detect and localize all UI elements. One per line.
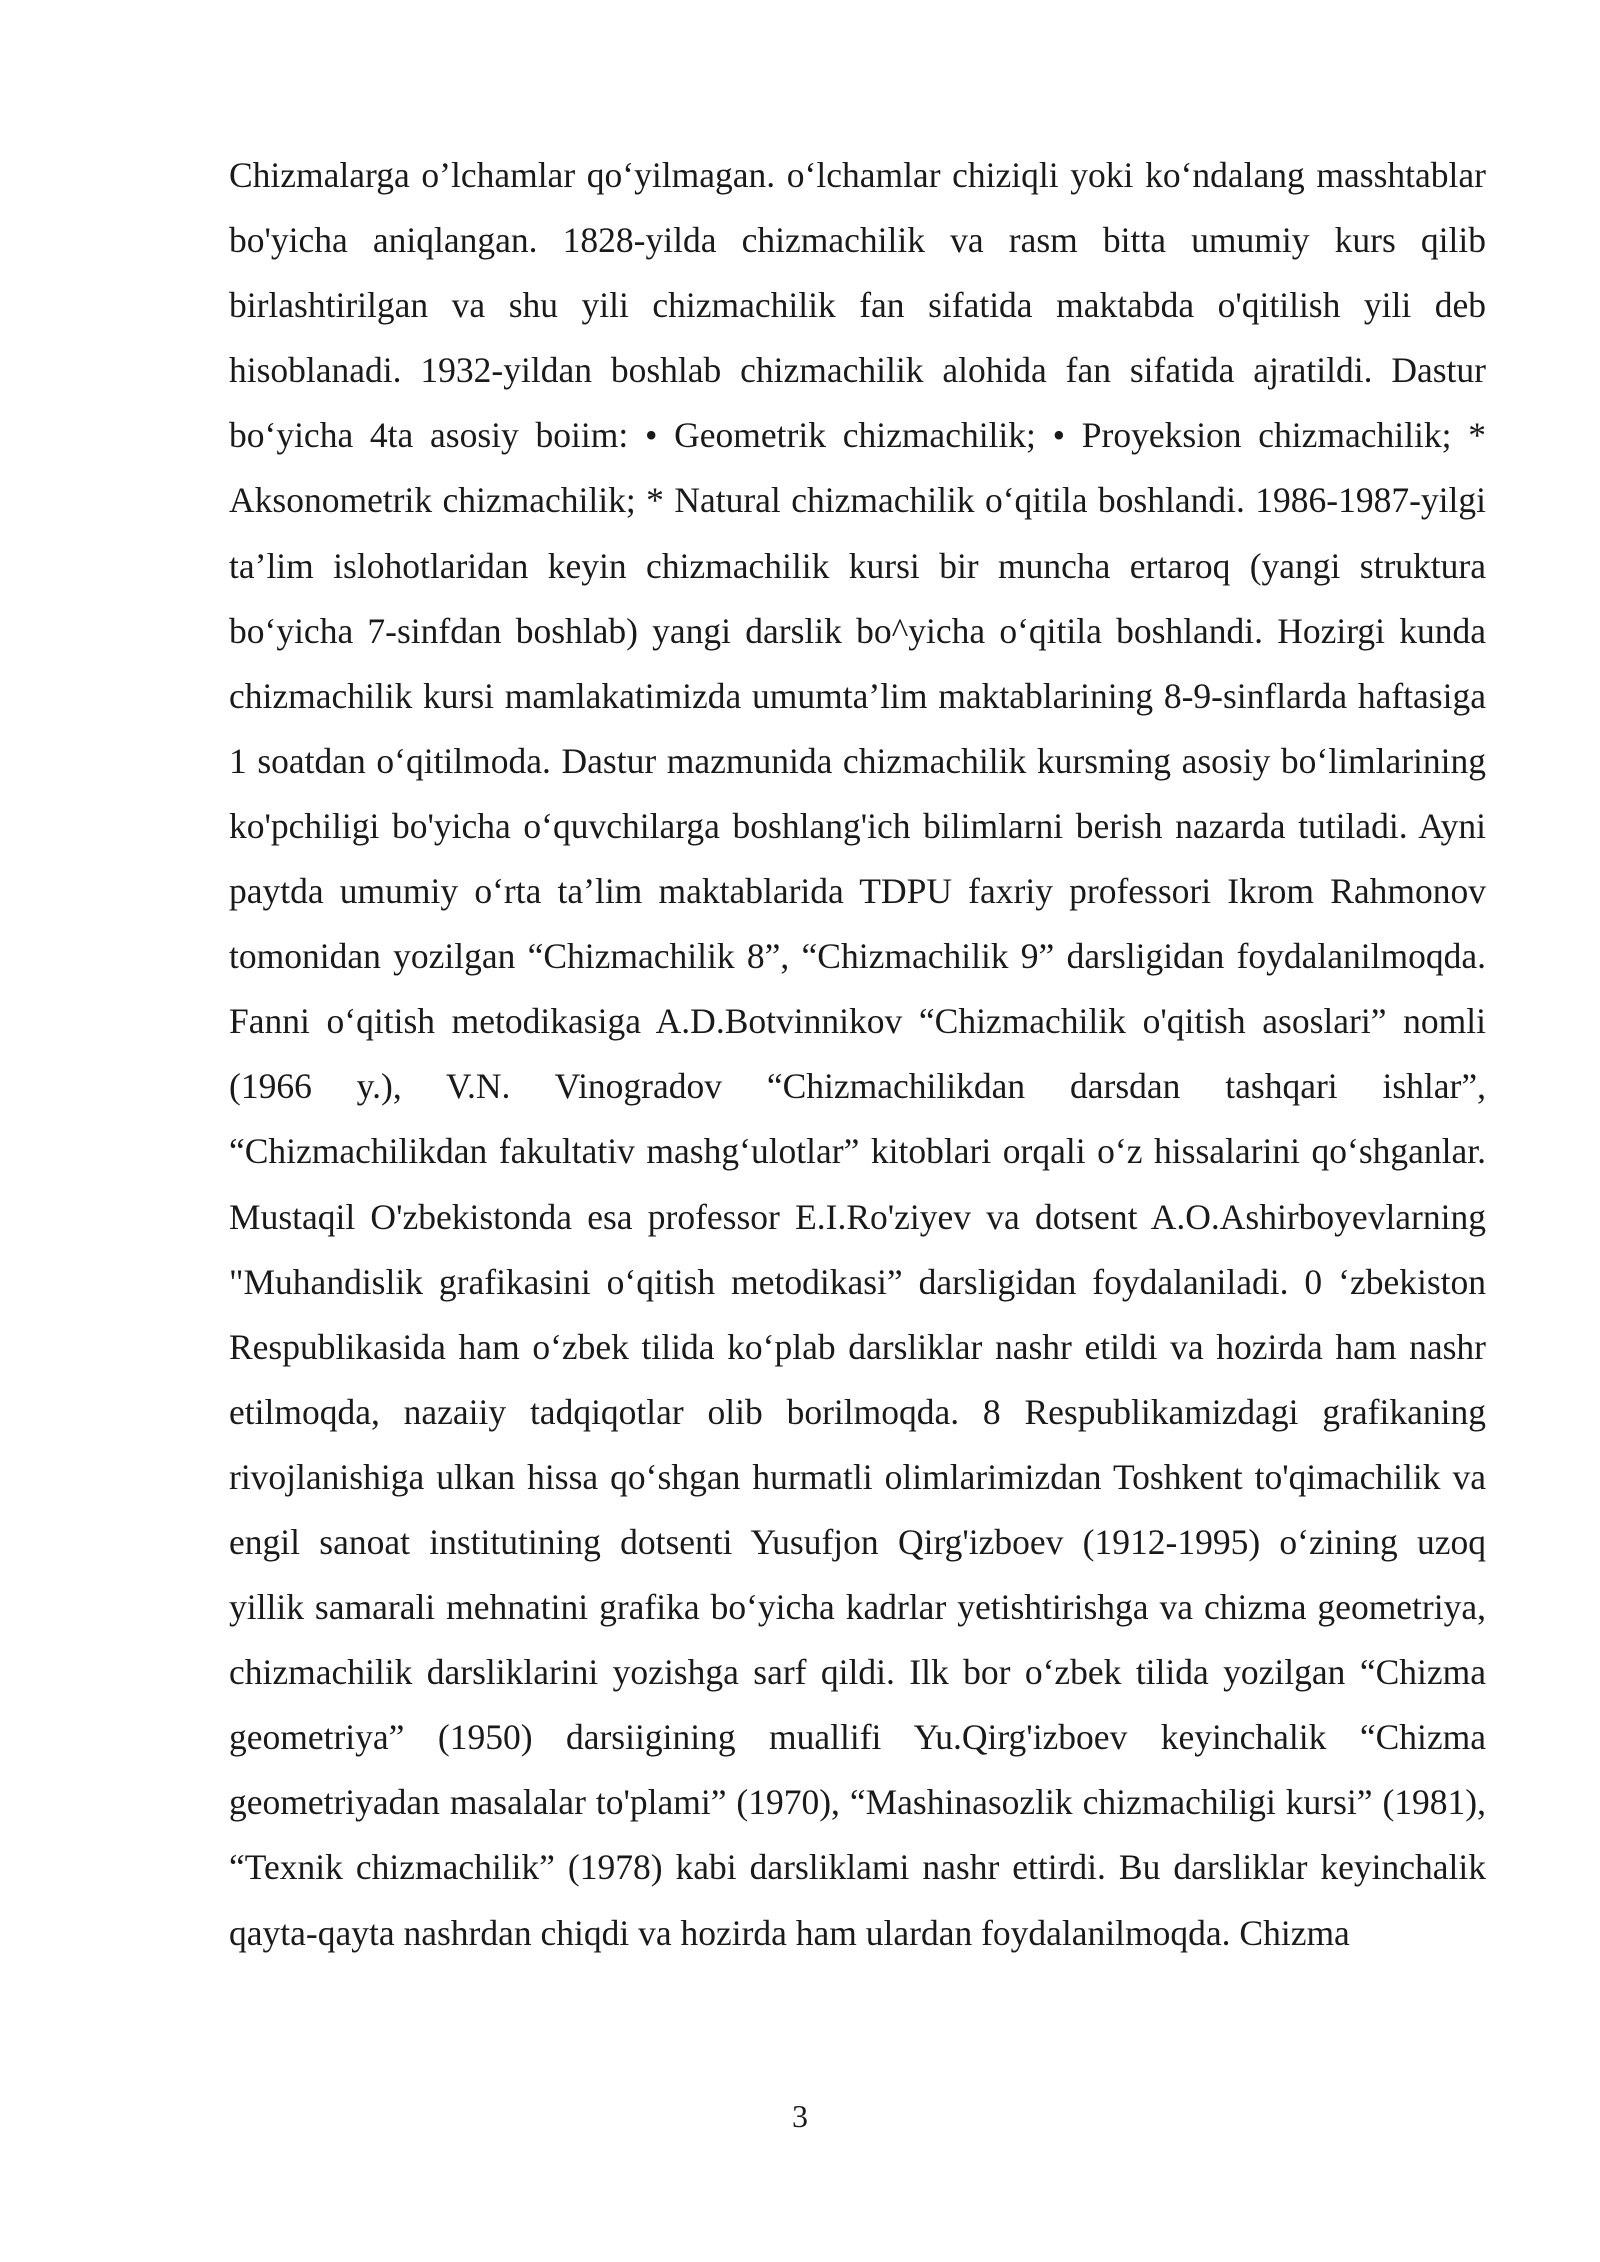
- page-number: 3: [792, 2098, 808, 2134]
- body-paragraph: Chizmalarga o’lchamlar qo‘yilmagan. o‘lchamlar chiziqli yoki ko‘ndalang masshtablar bo'yicha aniqlangan. 1828-yilda chizmachilik va rasm bitta umumiy kurs qilib birlashtirilgan va shu yili chizmachilik fan sifatida maktabda o'qitilish yili deb hisoblanadi. 1932-yildan boshlab chizmachilik alohida fan sifatida ajratildi. Dastur bo‘yicha 4ta asosiy boiim: • Geometrik chizmachilik; • Proyeksion chizmachilik; * Aksonometrik chizmachilik; * Natural chizmachilik o‘qitila boshlandi. 1986-1987-yilgi ta’lim islohotlaridan keyin chizmachilik kursi bir muncha ertaroq (yangi struktura bo‘yicha 7-sinfdan boshlab) yangi darslik bo^yicha o‘qitila boshlandi. Hozirgi kunda chizmachilik kursi mamlakatimizda umumta’lim maktablarining 8-9-sinflarda haftasiga 1 soatdan o‘qitilmoda. Dastur mazmunida chizmachilik kursming asosiy bo‘limlarining ko'pchiligi bo'yicha o‘quvchilarga boshlang'ich bilimlarni berish nazarda tutiladi. Ayni paytda umumiy o‘rta ta’lim maktablarida TDPU faxriy professori Ikrom Rahmonov tomonidan yozilgan “Chizmachilik 8”, “Chizmachilik 9” darsligidan foydalanilmoqda. Fanni o‘qitish metodikasiga A.D.Botvinnikov “Chizmachilik o'qitish asoslari” nomli (1966 y.), V.N. Vinogradov “Chizmachilikdan darsdan tashqari ishlar”, “Chizmachilikdan fakultativ mashg‘ulotlar” kitoblari orqali o‘z hissalarini qo‘shganlar. Mustaqil O'zbekistonda esa professor E.I.Ro'ziyev va dotsent A.O.Ashirboyevlarning "Muhandislik grafikasini o‘qitish metodikasi” darsligidan foydalaniladi. 0 ‘zbekiston Respublikasida ham o‘zbek tilida ko‘plab darsliklar nashr etildi va hozirda ham nashr etilmoqda, nazaiiy tadqiqotlar olib borilmoqda. 8 Respublikamizdagi grafikaning rivojlanishiga ulkan hissa qo‘shgan hurmatli olimlarimizdan Toshkent to'qimachilik va engil sanoat institutining dotsenti Yusufjon Qirg'izboev (1912-1995) o‘zining uzoq yillik samarali mehnatini grafika bo‘yicha kadrlar yetishtirishga va chizma geometriya, chizmachilik darsliklarini yozishga sarf qildi. Ilk bor o‘zbek tilida yozilgan “Chizma geometriya” (1950) darsiigining muallifi Yu.Qirg'izboev keyinchalik “Chizma geometriyadan masalalar to'plami” (1970), “Mashinasozlik chizmachiligi kursi” (1981), “Texnik chizmachilik” (1978) kabi darsliklami nashr ettirdi. Bu darsliklar keyinchalik qayta-qayta nashrdan chiqdi va hozirda ham ulardan foydalanilmoqda. Chizma: [229, 155, 1486, 1953]
